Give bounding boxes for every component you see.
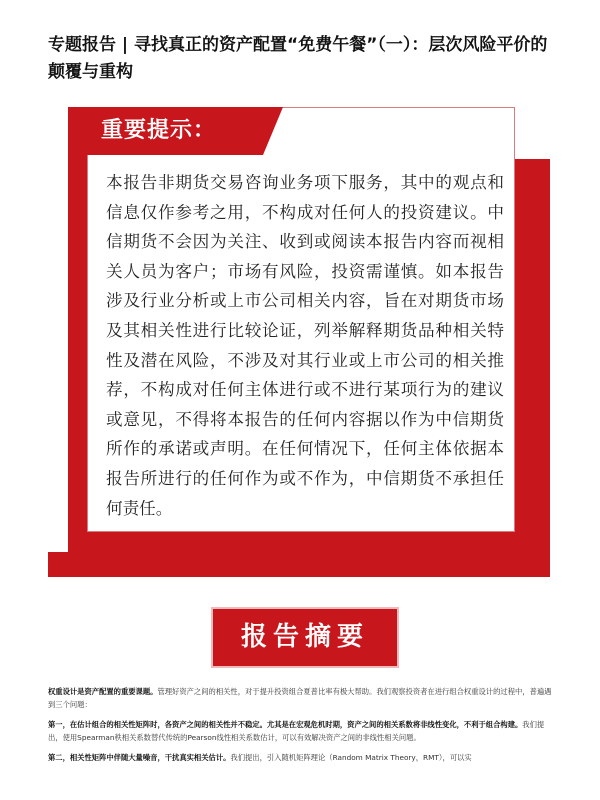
notice-body: 本报告非期货交易咨询业务项下服务，其中的观点和信息仅作参考之用，不构成对任何人的投资建议。中信期货不会因为关注、收到或阅读本报告内容而视相关人员为客户；市场有风险，投资需谨慎。如本报告涉及行业分析或上市公司相关内容，旨在对期货市场及其相关性进行比较论证，列举解释期货品种相关特性及潜在风险，不涉及对其行业或上市公司的相关推荐，不构成对任何主体进行或不进行某项行为的建议或意见，不得将本报告的任何内容据以作为中信期货所作的承诺或声明。在任何情况下，任何主体依据本报告所进行的任何作为或不作为，中信期货不承担任何责任。 <box>106 173 504 518</box>
summary-paragraph-1-lead: 权重设计是资产配置的重要课题。 <box>48 687 158 696</box>
summary-paragraph-2 <box>48 719 558 744</box>
summary-paragraph-3-lead: 第二，相关性矩阵中伴随大量噪音，干扰真实相关估计。 <box>48 753 231 762</box>
notice-header: 重要提示： <box>87 107 263 155</box>
summary-paragraph-3-body: 我们提出，引入随机矩阵理论（Random Matrix Theory，RMT），可以实 <box>230 753 472 762</box>
summary-text <box>48 686 558 773</box>
document-title: 专题报告 | 寻找真正的资产配置“免费午餐”（一）：层次风险平价的颠覆与重构 <box>48 35 548 82</box>
summary-paragraph-2-lead: 第一，在估计组合的相关性矩阵时，各资产之间的相关性并不稳定。尤其是在宏观危机时期，资产之间的相关系数将非线性变化，不利于组合构建。 <box>48 720 523 729</box>
notice-header-tip <box>263 107 283 155</box>
summary-heading: 报告摘要 <box>213 609 397 666</box>
summary-paragraph-3 <box>48 752 558 765</box>
summary-paragraph-1-body: 管理好资产之间的相关性，对于提升投资组合夏普比率有极大帮助。我们观察投资者在进行组合权重设计的过程中，普遍遇到三个问题： <box>48 687 552 709</box>
summary-paragraph-2-body: 我们提出，使用Spearman秩相关系数替代传统的Pearson线性相关系数估计，可以有效解决资产之间的非线性相关问题。 <box>48 720 545 742</box>
notice-frame-left-gap <box>48 107 68 552</box>
summary-paragraph-1 <box>48 686 558 711</box>
